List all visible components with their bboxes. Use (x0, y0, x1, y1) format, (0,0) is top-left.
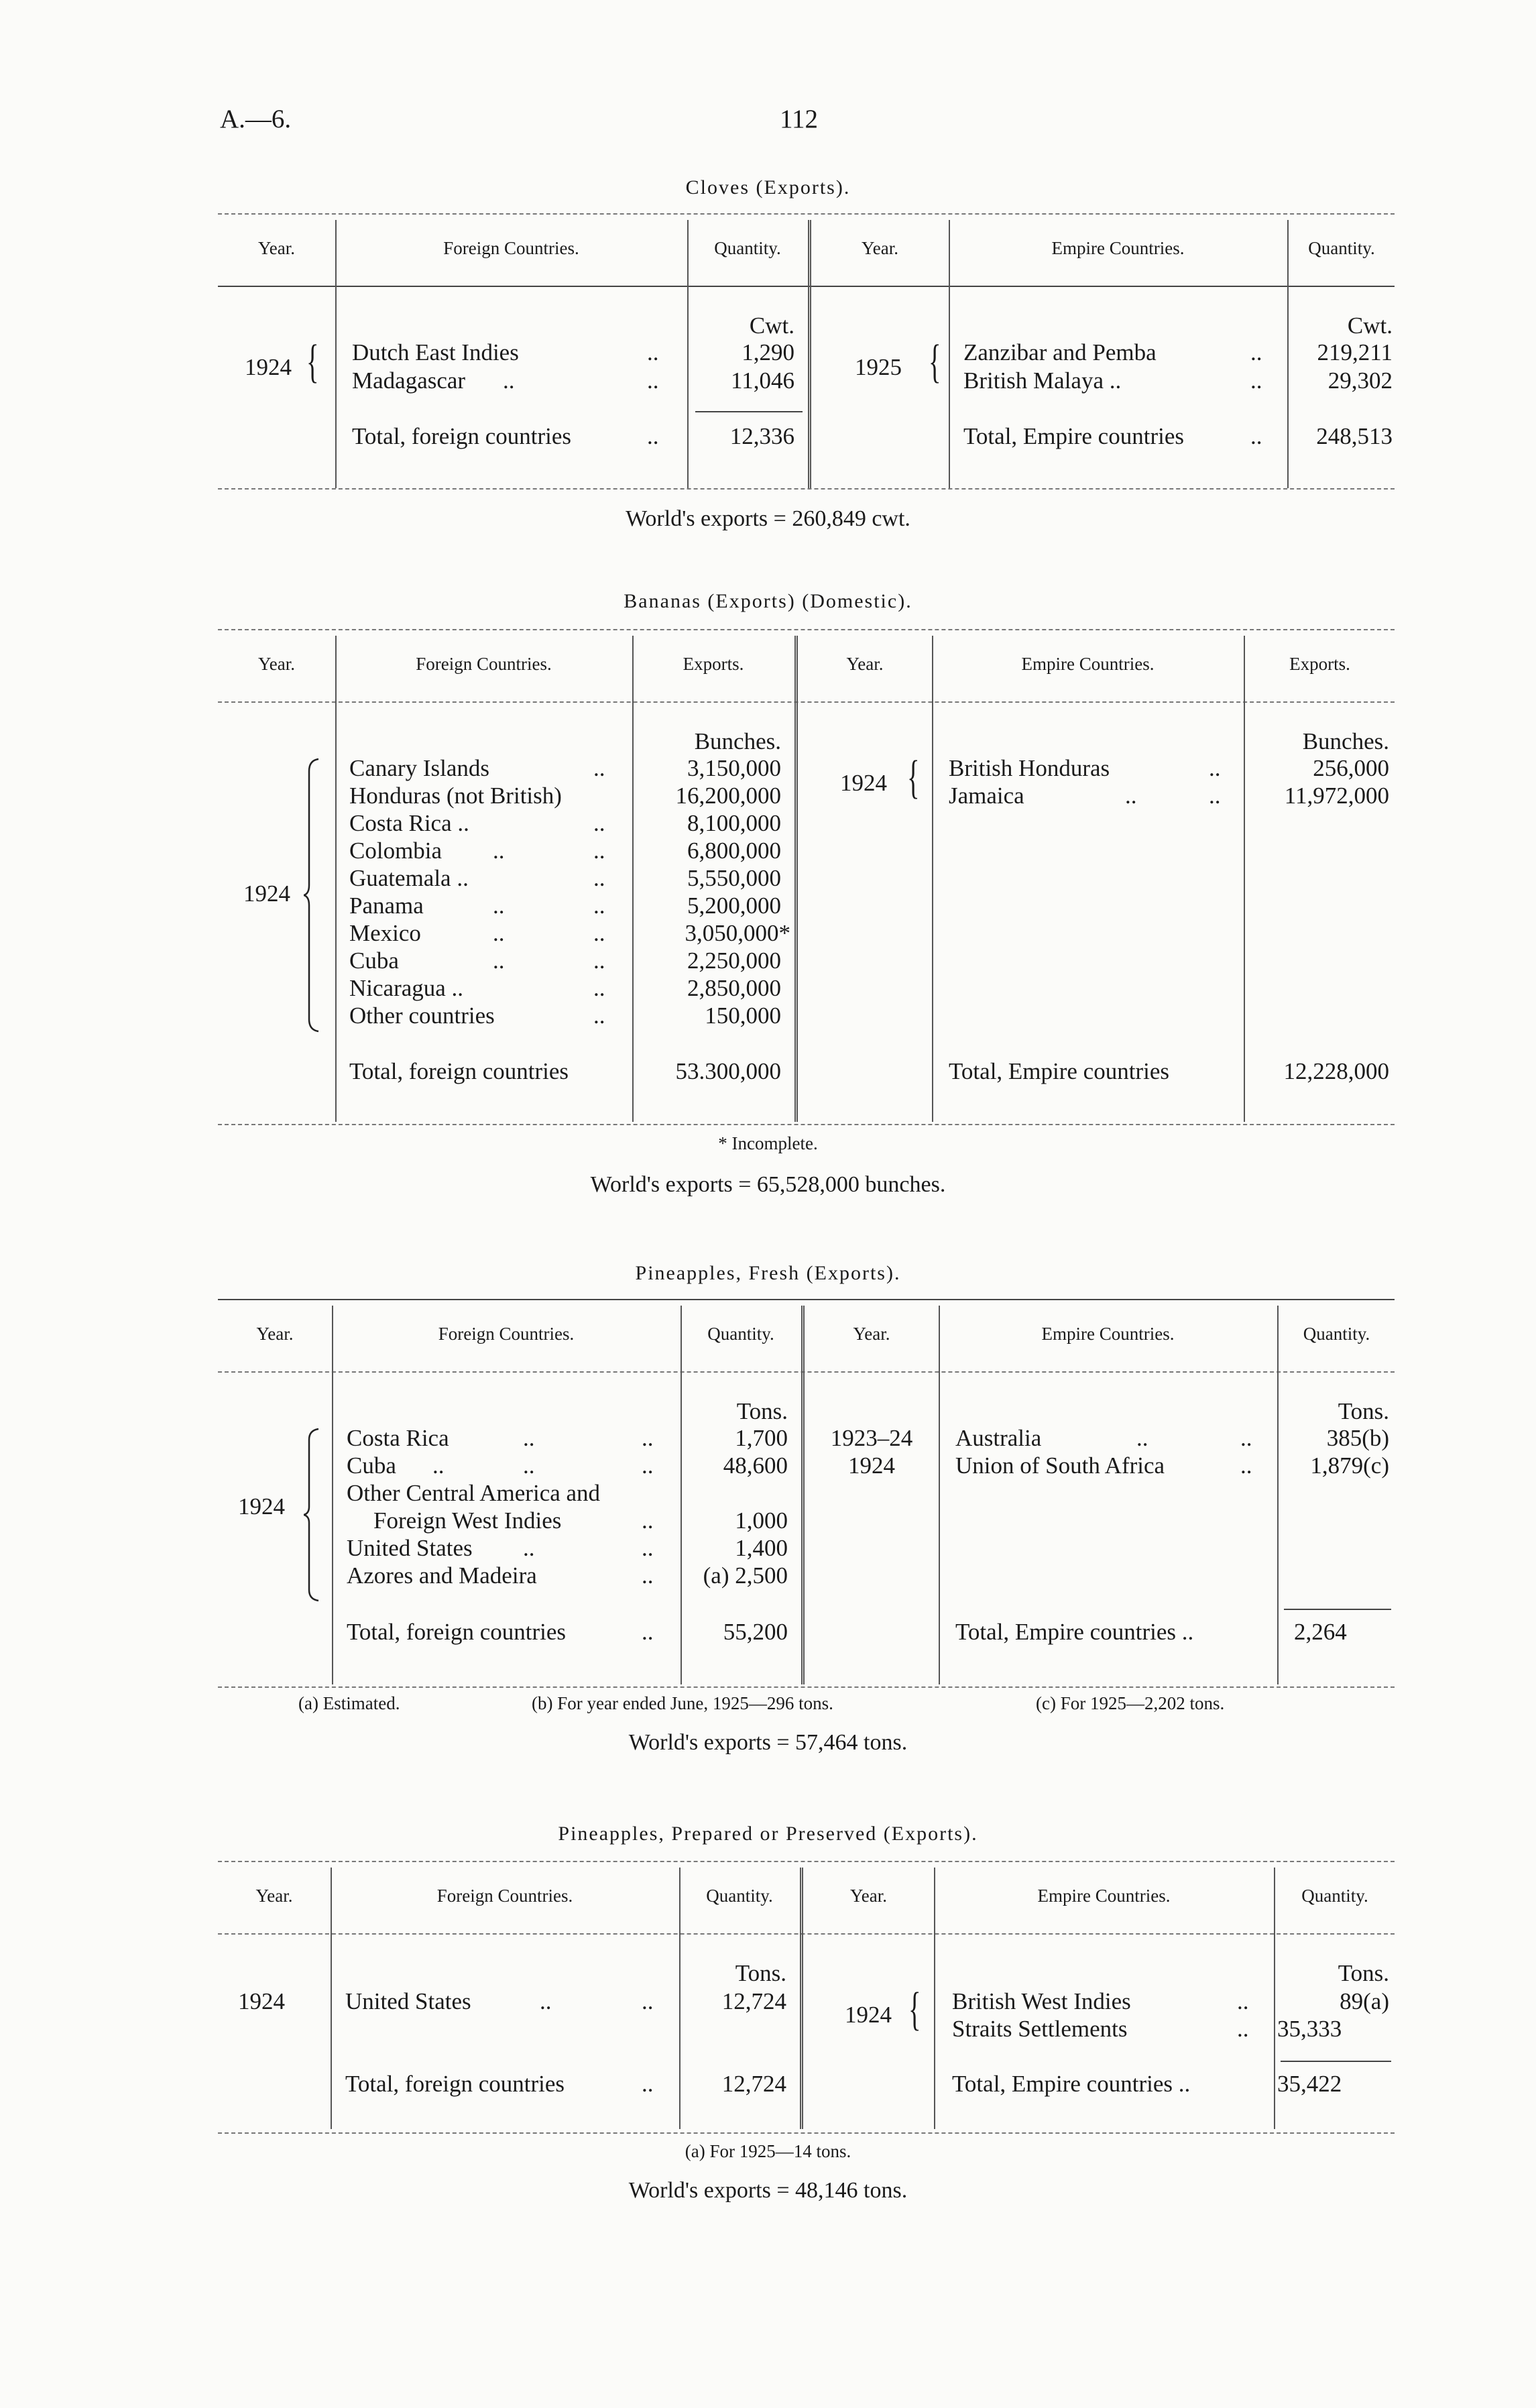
country-name: Cuba (347, 1452, 396, 1479)
year-cell: 1924 (245, 354, 292, 380)
total-value: 12,724 (721, 2071, 786, 2097)
quantity-cell: 5,200,000 (687, 893, 781, 919)
total-label: Total, foreign countries (349, 1058, 569, 1084)
col-foreign: Foreign Countries. (436, 1886, 573, 1906)
country-name: Panama (349, 893, 424, 919)
total-value: 12,228,000 (1283, 1058, 1389, 1084)
quantity-cell: 6,800,000 (687, 838, 781, 864)
year-cell: 1924 (848, 1452, 895, 1479)
col-foreign: Foreign Countries. (443, 238, 579, 258)
total-value: 2,264 (1294, 1619, 1347, 1645)
total-value: 248,513 (1316, 423, 1393, 449)
quantity-cell: (a) 2,500 (703, 1562, 788, 1589)
quantity-cell: 385(b) (1326, 1425, 1389, 1451)
country-name: United States (345, 1988, 471, 2014)
pine-fresh-table: Year. Foreign Countries. Quantity. Year. Empire Countries. Quantity. Tons. 1924 Costa Rica .. .. 1,700 Cuba .. .. .. 48,600 Other Central America and Foreign West Indies .. 1,000 United States .. .. 1,400 Azores and Madeira .. (a) 2,500 Total, foreign countries .. 55,200 Tons. 1923–24 Australia .. .. 385(b) 1924 Union of South Africa .. 1,879(c) Total, Empire countries .. 2,264 (218, 1299, 1395, 1691)
cloves-title: Cloves (Exports). (685, 176, 851, 198)
country-name: Union of South Africa (955, 1452, 1165, 1479)
total-value: 35,422 (1277, 2071, 1342, 2097)
country-name: Jamaica (949, 783, 1024, 809)
country-name: Dutch East Indies (352, 339, 519, 365)
col-foreign: Foreign Countries. (416, 654, 552, 674)
col-exports: Exports. (1289, 654, 1350, 674)
total-label: Total, foreign countries (352, 423, 572, 449)
col-year: Year. (849, 1886, 887, 1906)
quantity-cell: 150,000 (705, 1002, 781, 1029)
brace: { (908, 1984, 921, 2035)
quantity-cell: 89(a) (1340, 1988, 1389, 2014)
brace: { (306, 336, 319, 388)
unit-label: Tons. (736, 1398, 788, 1424)
country-name: Other Central America and (347, 1480, 601, 1506)
quantity-cell: 35,333 (1277, 2016, 1342, 2042)
brace: { (907, 752, 920, 803)
country-name: Australia (955, 1425, 1042, 1451)
bananas-table: Year. Foreign Countries. Exports. Year. Empire Countries. Exports. Bunches. 1924 Canary Islands .. 3,150,000 Honduras (not British) 16,200,000 Costa Rica .. .. 8,100,000 Colombia .. .. 6,800,000 Guatemala .. .. 5,550,000 Panama .. .. 5,200,000 Mexico .. .. 3,050,000* Cuba .. .. 2,250,000 Nicaragua .. .. 2,850,000 Other countries .. 150,000 Total, foreign countries 53.300,000 Bunches. 1924 { British Honduras .. 256,000 Jamaica .. .. 11,972,000 Total, Empire countries 12,228,000 (218, 629, 1395, 1129)
quantity-cell: 8,100,000 (687, 810, 781, 836)
country-name: Costa Rica .. (349, 810, 469, 836)
year-cell: 1924 (238, 1988, 285, 2014)
quantity-cell: 3,050,000* (685, 920, 790, 946)
country-name: Madagascar (352, 367, 466, 394)
quantity-cell: 1,700 (735, 1425, 788, 1451)
bananas-title: Bananas (Exports) (Domestic). (624, 590, 912, 612)
country-name: Guatemala .. (349, 865, 469, 891)
country-name: British West Indies (952, 1988, 1131, 2014)
col-year: Year. (853, 1324, 890, 1344)
note-a: (a) Estimated. (298, 1693, 400, 1713)
unit-label: Cwt. (749, 312, 794, 339)
year-cell: 1924 (243, 880, 290, 907)
unit-label: Bunches. (1302, 728, 1389, 754)
unit-label: Bunches. (694, 728, 781, 754)
country-name: British Honduras (949, 755, 1110, 781)
col-quantity: Quantity. (1303, 1324, 1370, 1344)
country-name: Mexico (349, 920, 421, 946)
country-name: Nicaragua .. (349, 975, 464, 1001)
quantity-cell: 1,290 (742, 339, 794, 365)
brace: { (929, 336, 941, 388)
unit-label: Cwt. (1347, 312, 1393, 339)
total-label: Total, Empire countries (963, 423, 1184, 449)
country-name: Foreign West Indies (373, 1507, 562, 1534)
quantity-cell: 3,150,000 (687, 755, 781, 781)
total-label: Total, Empire countries .. (955, 1619, 1194, 1645)
country-name: Canary Islands (349, 755, 489, 781)
quantity-cell: 16,200,000 (675, 783, 781, 809)
quantity-cell: 1,400 (735, 1535, 788, 1561)
col-quantity: Quantity. (1308, 238, 1375, 258)
col-year: Year. (255, 1886, 293, 1906)
unit-label: Tons. (735, 1960, 786, 1986)
total-value: 55,200 (723, 1619, 788, 1645)
section-reference: A.—6. (220, 105, 292, 133)
col-empire: Empire Countries. (1051, 238, 1185, 258)
country-name: Other countries (349, 1002, 495, 1029)
total-label: Total, foreign countries (347, 1619, 567, 1645)
quantity-cell: 11,972,000 (1284, 783, 1389, 809)
col-year: Year. (846, 654, 884, 674)
country-name: Azores and Madeira (347, 1562, 537, 1589)
quantity-cell: 256,000 (1313, 755, 1389, 781)
world-exports: World's exports = 57,464 tons. (628, 1730, 908, 1755)
total-value: 12,336 (729, 423, 794, 449)
world-exports: World's exports = 65,528,000 bunches. (590, 1172, 946, 1197)
country-name: United States (347, 1535, 473, 1561)
cloves-table: Year. Foreign Countries. Quantity. Year. Empire Countries. Quantity. Cwt. 1924 { Dutch East Indies .. 1,290 Madagascar .. .. 11,046 Total, foreign countries .. 12,336 Cwt. 1925 { Zanzibar and Pemba .. 219,211 British Malaya .. .. 29,302 Total, Empire countries .. 248,513 (218, 213, 1395, 492)
col-year: Year. (257, 654, 295, 674)
unit-label: Tons. (1338, 1960, 1389, 1986)
total-label: Total, Empire countries .. (952, 2071, 1191, 2097)
quantity-cell: 219,211 (1317, 339, 1393, 365)
year-cell: 1923–24 (830, 1425, 913, 1451)
year-cell: 1924 (840, 770, 887, 796)
col-year: Year. (257, 238, 295, 258)
total-label: Total, foreign countries (345, 2071, 565, 2097)
quantity-cell: 2,850,000 (687, 975, 781, 1001)
country-name: British Malaya .. (963, 367, 1122, 394)
col-foreign: Foreign Countries. (438, 1324, 575, 1344)
pine-fresh-title: Pineapples, Fresh (Exports). (635, 1262, 901, 1284)
col-empire: Empire Countries. (1041, 1324, 1175, 1344)
country-name: Colombia (349, 838, 442, 864)
brace (304, 758, 321, 1033)
total-label: Total, Empire countries (949, 1058, 1169, 1084)
year-cell: 1924 (238, 1493, 285, 1520)
year-cell: 1925 (855, 354, 902, 380)
page-number: 112 (780, 105, 819, 133)
note-b: (b) For year ended June, 1925—296 tons. (532, 1693, 833, 1713)
world-exports: World's exports = 260,849 cwt. (626, 506, 910, 531)
quantity-cell: 2,250,000 (687, 948, 781, 974)
col-quantity: Quantity. (714, 238, 781, 258)
quantity-cell: 12,724 (721, 1988, 786, 2014)
quantity-cell: 5,550,000 (687, 865, 781, 891)
quantity-cell: 48,600 (723, 1452, 788, 1479)
country-name: Straits Settlements (952, 2016, 1128, 2042)
pine-prep-title: Pineapples, Prepared or Preserved (Exports). (558, 1823, 978, 1845)
quantity-cell: 11,046 (731, 367, 794, 394)
total-value: 53.300,000 (675, 1058, 781, 1084)
country-name: Honduras (not British) (349, 783, 562, 809)
footnote: * Incomplete. (718, 1133, 818, 1153)
col-exports: Exports. (683, 654, 744, 674)
country-name: Costa Rica (347, 1425, 449, 1451)
country-name: Cuba (349, 948, 399, 974)
footnote: (a) For 1925—14 tons. (685, 2141, 851, 2161)
pine-prep-table: Year. Foreign Countries. Quantity. Year. Empire Countries. Quantity. Tons. 1924 United States .. .. 12,724 Total, foreign countries .. 12,724 Tons. 1924 { British West Indies .. 89(a) Straits Settlements .. 35,333 Total, Empire countries .. 35,422 (218, 1861, 1395, 2136)
col-empire: Empire Countries. (1021, 654, 1155, 674)
world-exports: World's exports = 48,146 tons. (628, 2178, 908, 2203)
col-year: Year. (861, 238, 898, 258)
brace (304, 1428, 321, 1602)
year-cell: 1924 (845, 2002, 892, 2028)
col-quantity: Quantity. (1301, 1886, 1368, 1906)
quantity-cell: 1,879(c) (1310, 1452, 1389, 1479)
col-quantity: Quantity. (706, 1886, 773, 1906)
unit-label: Tons. (1338, 1398, 1389, 1424)
quantity-cell: 29,302 (1327, 367, 1393, 394)
note-c: (c) For 1925—2,202 tons. (1036, 1693, 1225, 1713)
col-quantity: Quantity. (707, 1324, 774, 1344)
col-empire: Empire Countries. (1037, 1886, 1171, 1906)
country-name: Zanzibar and Pemba (963, 339, 1157, 365)
col-year: Year. (256, 1324, 294, 1344)
quantity-cell: 1,000 (735, 1507, 788, 1534)
